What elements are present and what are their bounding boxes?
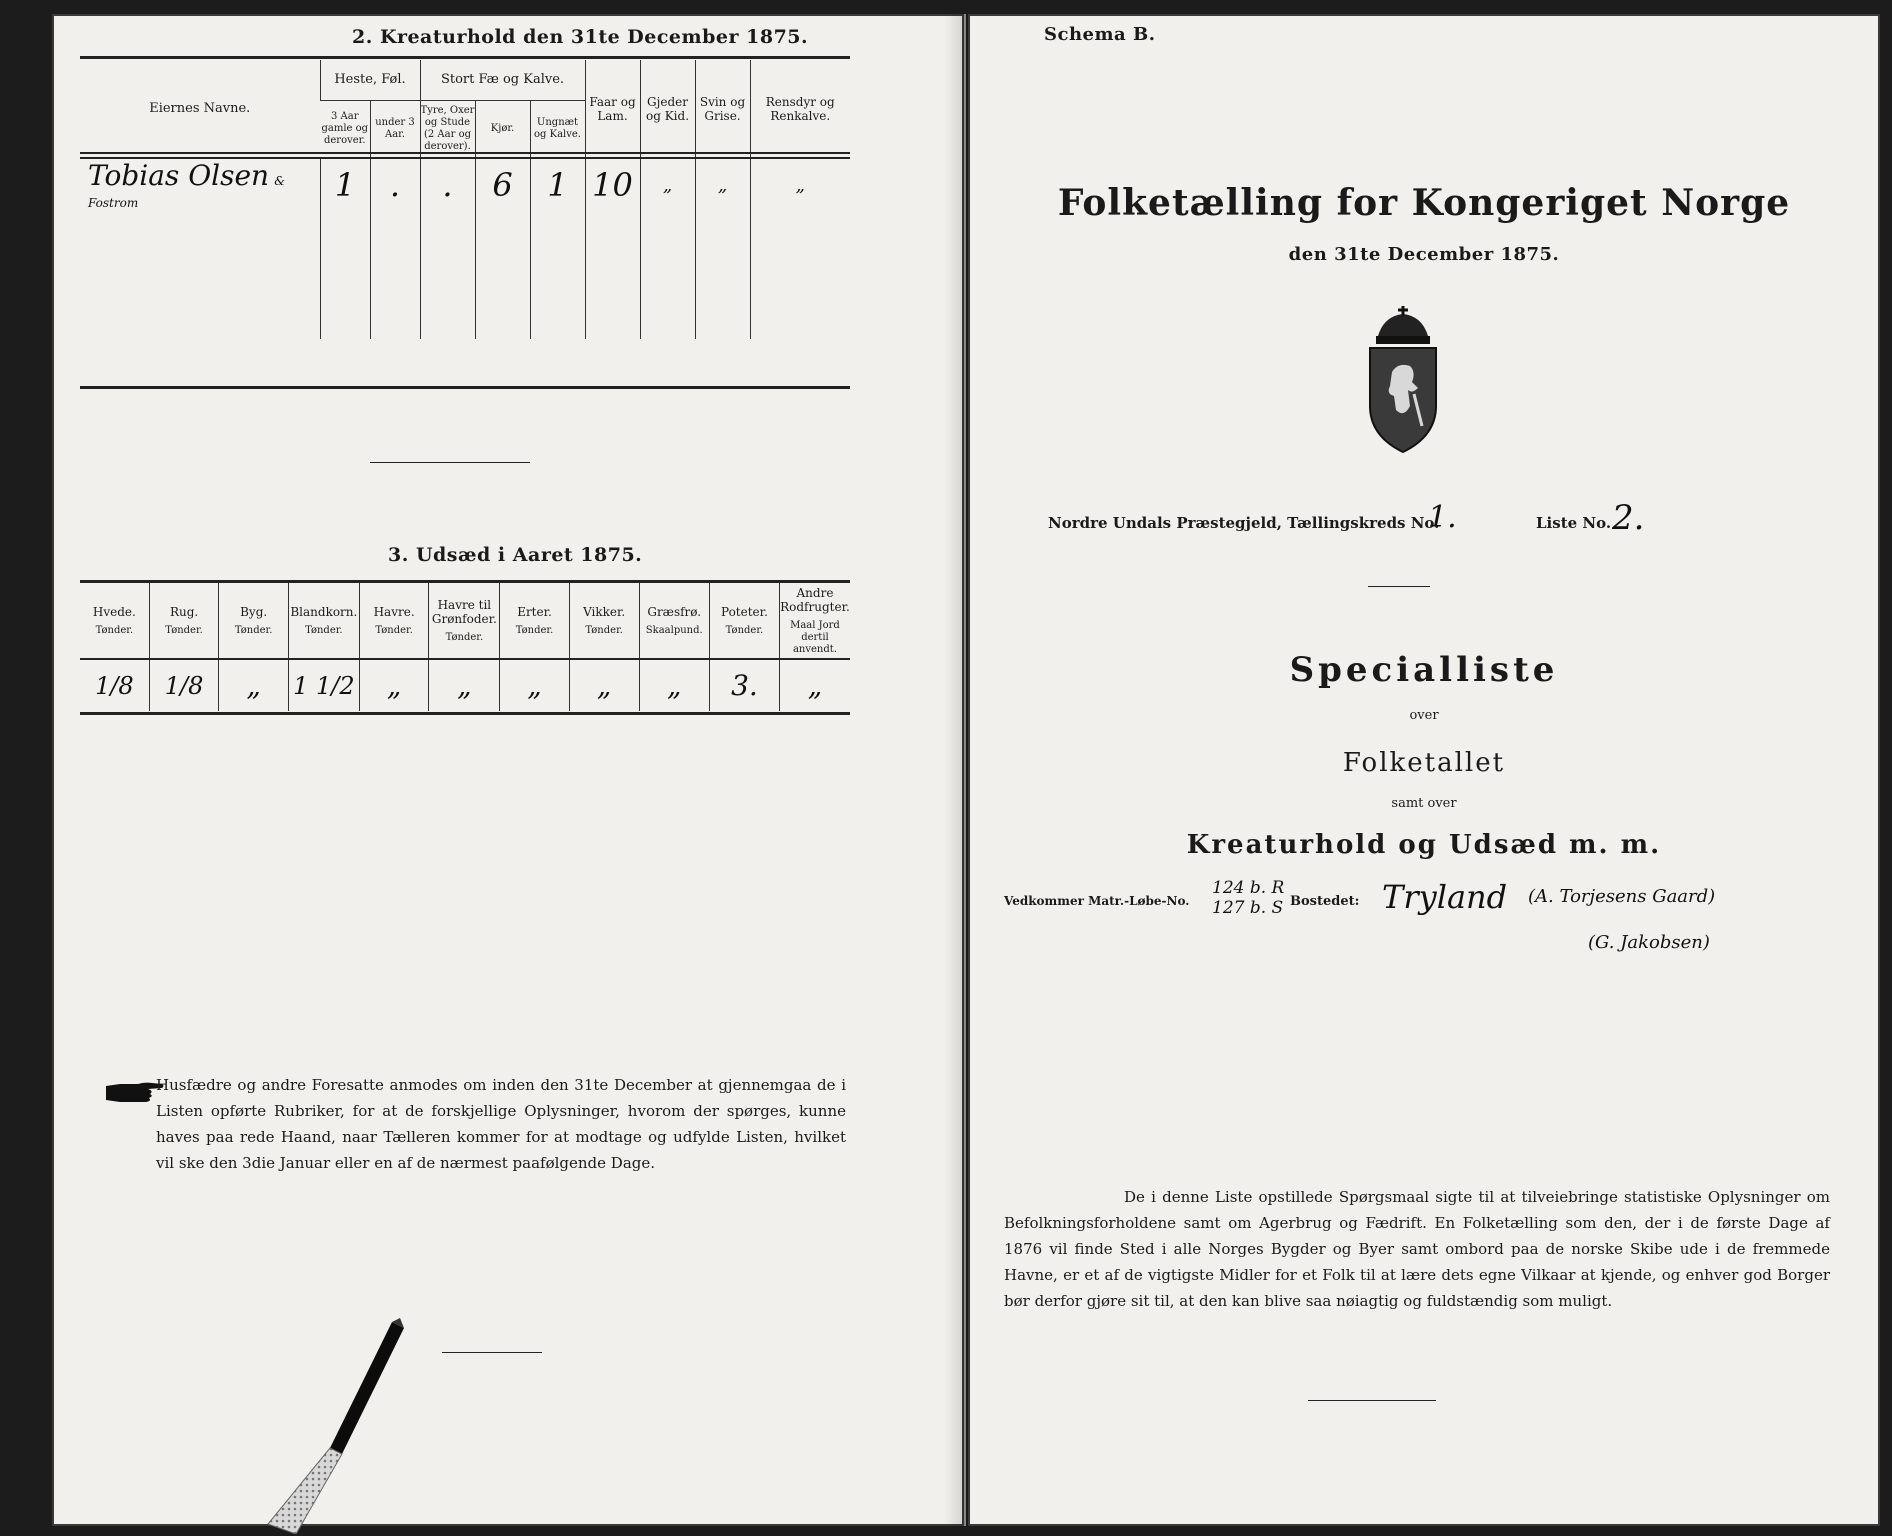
bosted-note-1: (A. Torjesens Gaard) <box>1528 886 1716 907</box>
seed-col-unit: Tønder. <box>375 624 413 636</box>
value-pigs: „ <box>695 158 750 211</box>
seed-col-header <box>709 583 779 659</box>
divider <box>442 1352 542 1353</box>
seed-col-header <box>500 583 570 659</box>
seed-value: 1 1/2 <box>288 659 359 711</box>
pen-image <box>232 1314 442 1534</box>
seed-value: „ <box>359 659 429 711</box>
list-value: 2. <box>1612 498 1645 538</box>
owner-name-suffix: & Fostrom <box>88 174 285 210</box>
value-goats: „ <box>640 158 695 211</box>
col-young-cattle: Ungnæt og Kalve. <box>530 100 585 158</box>
table-row <box>80 243 850 275</box>
subtitle: den 31te December 1875. <box>1288 244 1560 265</box>
table-row <box>80 211 850 243</box>
seed-value: 1/8 <box>149 659 219 711</box>
seed-col-name: Rug. <box>169 604 199 619</box>
seed-col-name: Poteter. <box>720 604 768 619</box>
seed-col-header <box>779 583 850 659</box>
seed-col-unit: Maal Jord dertil anvendt. <box>790 619 840 655</box>
col-cows: Kjør. <box>475 100 530 158</box>
footer-text: De i denne Liste opstillede Spørgsmaal sigte til at tilveiebringe statistiske Oplysninger om Befolkningsforholdene samt om Agerbrug og Fædrift. En Folketælling som den, der i de første Dage af 1876 vil finde Sted i alle Norges Bygder og Byer samt ombord paa de norske Skibe ude i de fremmede Havne, er et af de vigtigste Midler for et Folk til at lære dets egne Vilkaar at kjende, og enhver god Borger bør derfor gjøre sit til, at den kan blive saa nøiagtig og fuldstændig som muligt. <box>1004 1188 1830 1310</box>
folketallet-text: Folketallet <box>1342 748 1506 778</box>
value-bulls: . <box>420 158 475 211</box>
value-cows: 6 <box>475 158 530 211</box>
seed-col-name: Blandkorn. <box>290 604 358 619</box>
list-label: Liste No. <box>1536 514 1612 532</box>
seed-col-header <box>219 583 289 659</box>
owner-name: Tobias Olsen <box>88 159 270 192</box>
table-row <box>80 275 850 307</box>
right-page <box>968 14 1880 1526</box>
main-title: Folketælling for Kongeriget Norge <box>1057 182 1791 224</box>
seed-value: „ <box>500 659 570 711</box>
group-cattle: Stort Fæ og Kalve. <box>420 60 585 100</box>
seed-col-name: Erter. <box>517 604 552 619</box>
seed-col-name: Græsfrø. <box>647 604 702 619</box>
seed-col-name: Andre Rodfrugter. <box>780 585 850 614</box>
seed-col-header <box>359 583 429 659</box>
col-reindeer: Rensdyr og Renkalve. <box>750 60 850 158</box>
seed-col-unit: Tønder. <box>585 624 623 636</box>
seed-value: „ <box>779 659 850 711</box>
value-horses-old: 1 <box>320 158 370 211</box>
seed-col-unit: Tønder. <box>234 624 273 636</box>
rule <box>80 56 850 59</box>
coat-of-arms-icon <box>1364 306 1442 454</box>
bosted-note-2: (G. Jakobsen) <box>1588 932 1710 953</box>
col-bulls: Tyre, Oxer og Stude (2 Aar og derover). <box>420 100 475 158</box>
table-row <box>80 307 850 339</box>
kreaturhold-text: Kreaturhold og Udsæd m. m. <box>1186 830 1662 860</box>
seed-value: „ <box>429 659 500 711</box>
seed-value: „ <box>219 659 289 711</box>
value-reindeer: „ <box>750 158 850 211</box>
seed-col-name: Havre. <box>373 604 415 619</box>
seed-col-header <box>429 583 500 659</box>
group-horses: Heste, Føl. <box>320 60 420 100</box>
divider <box>370 462 530 463</box>
seed-col-unit: Tønder. <box>445 631 484 643</box>
district-value: 1. <box>1428 500 1457 535</box>
seed-col-unit: Tønder. <box>725 624 764 636</box>
over-text: over <box>1409 708 1439 723</box>
specialliste-title: Specialliste <box>1289 650 1559 690</box>
seed-col-name: Vikker. <box>583 604 626 619</box>
col-horses-young: under 3 Aar. <box>370 100 420 158</box>
seed-value: „ <box>569 659 639 711</box>
seed-col-header <box>569 583 639 659</box>
rule <box>80 386 850 389</box>
seed-value: 3. <box>709 659 779 711</box>
col-sheep: Faar og Lam. <box>585 60 640 158</box>
rule <box>80 712 850 715</box>
col-owner: Eiernes Navne. <box>149 101 251 116</box>
seed-col-unit: Tønder. <box>515 624 554 636</box>
divider <box>1308 1400 1436 1401</box>
bosted-value: Tryland <box>1382 878 1508 916</box>
seed-value: 1/8 <box>95 671 134 700</box>
value-sheep: 10 <box>585 158 640 211</box>
seed-col-name: Byg. <box>240 604 268 619</box>
seed-col-unit: Tønder. <box>165 624 203 636</box>
seed-col-name: Havre til Grønfoder. <box>431 597 497 626</box>
seed-value: „ <box>639 659 709 711</box>
parish-label: Nordre Undals Præstegjeld, <box>1048 514 1282 532</box>
col-goats: Gjeder og Kid. <box>640 60 695 158</box>
col-horses-old: 3 Aar gamle og derover. <box>321 110 369 146</box>
col-pigs: Svin og Grise. <box>695 60 750 158</box>
bosted-label: Bostedet: <box>1290 894 1360 909</box>
left-page <box>52 14 966 1526</box>
seed-col-name: Hvede. <box>92 604 136 619</box>
samt-over-text: samt over <box>1391 796 1457 811</box>
seed-col-unit: Skaalpund. <box>645 624 703 636</box>
value-horses-young: . <box>370 158 420 211</box>
seed-col-header <box>80 583 149 659</box>
value-young-cattle: 1 <box>530 158 585 211</box>
seed-col-header <box>639 583 709 659</box>
matr-value-1: 124 b. R <box>1212 878 1285 898</box>
livestock-table <box>80 60 850 339</box>
section3-title: 3. Udsæd i Aaret 1875. <box>388 544 643 566</box>
divider <box>1368 586 1430 587</box>
seed-col-unit: Tønder. <box>95 624 134 636</box>
seed-col-header <box>288 583 359 659</box>
notice-text: Husfædre og andre Foresatte anmodes om inden den 31te December at gjennemgaa de i Listen opførte Rubriker, for at de forskjellige Oplysninger, hvorom der spørges, kunne haves paa rede Haand, naar Tælleren kommer for at modtage og udfylde Listen, hvilket vil ske den 3die Januar eller en af de nærmest paafølgende Dage. <box>156 1076 846 1172</box>
rule <box>80 152 850 154</box>
matr-value-2: 127 b. S <box>1212 898 1284 918</box>
seed-col-header <box>149 583 219 659</box>
schema-label: Schema B. <box>1044 24 1156 45</box>
seed-col-unit: Tønder. <box>305 624 343 636</box>
table-row <box>80 158 850 211</box>
district-label: Tællingskreds No. <box>1287 514 1440 532</box>
matr-label: Vedkommer Matr.-Løbe-No. <box>1004 894 1190 908</box>
section2-title: 2. Kreaturhold den 31te December 1875. <box>352 26 809 48</box>
seed-table <box>80 583 850 711</box>
